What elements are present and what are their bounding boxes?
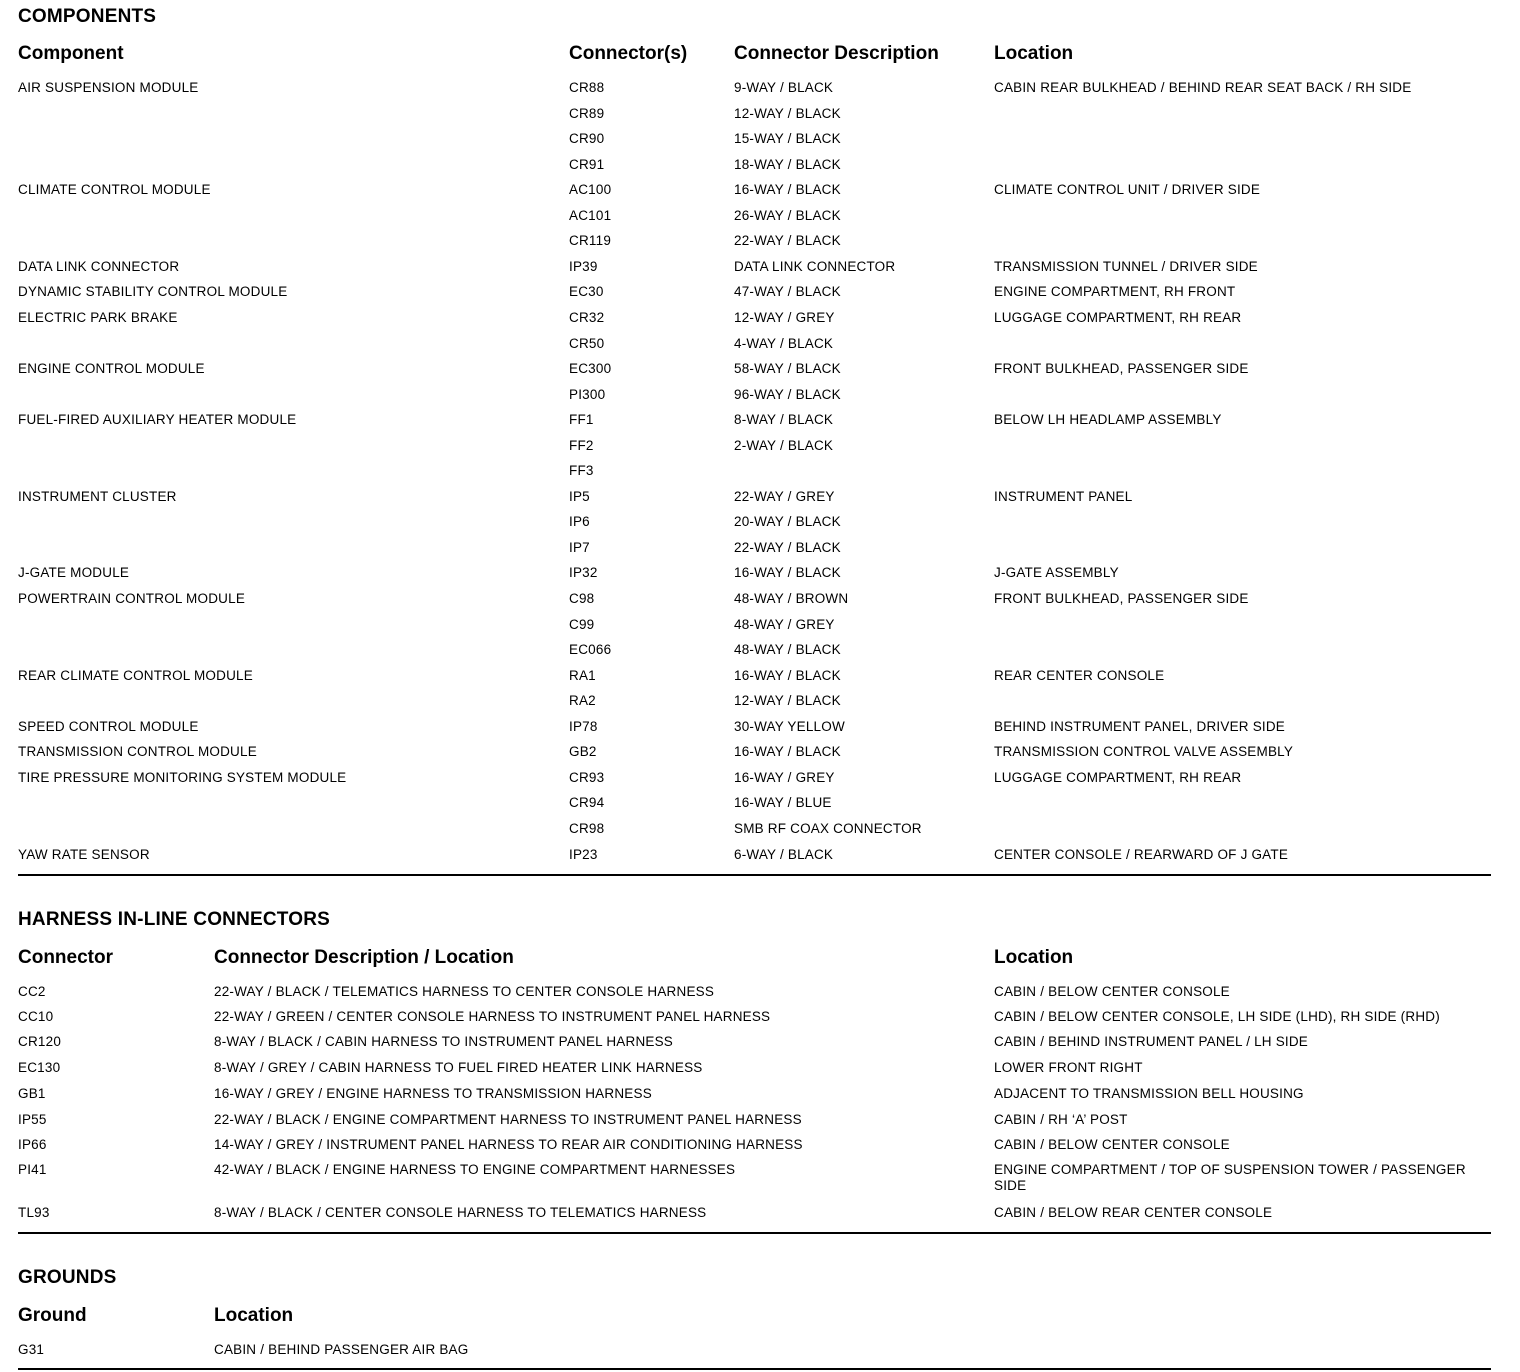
harness-cell-location: CABIN / BELOW CENTER CONSOLE bbox=[994, 984, 1230, 999]
components-cell-connector: CR93 bbox=[569, 770, 605, 785]
harness-cell-location: LOWER FRONT RIGHT bbox=[994, 1060, 1143, 1075]
components-cell-connector: CR119 bbox=[569, 233, 612, 248]
components-header-connectors: Connector(s) bbox=[569, 43, 688, 64]
grounds-cell-ground: G31 bbox=[18, 1342, 45, 1357]
components-cell-location: BEHIND INSTRUMENT PANEL, DRIVER SIDE bbox=[994, 719, 1285, 734]
harness-cell-connector: TL93 bbox=[18, 1205, 50, 1220]
harness-section-title: HARNESS IN-LINE CONNECTORS bbox=[18, 909, 331, 930]
components-cell-description: 16-WAY / BLUE bbox=[734, 795, 832, 810]
components-cell-description: 22-WAY / BLACK bbox=[734, 233, 841, 248]
components-cell-connector: FF1 bbox=[569, 412, 594, 427]
components-cell-description: 58-WAY / BLACK bbox=[734, 361, 841, 376]
components-cell-component: REAR CLIMATE CONTROL MODULE bbox=[18, 668, 253, 683]
components-cell-description: 16-WAY / BLACK bbox=[734, 565, 841, 580]
harness-cell-description: 16-WAY / GREY / ENGINE HARNESS TO TRANSMISSION HARNESS bbox=[214, 1086, 652, 1101]
harness-cell-connector: GB1 bbox=[18, 1086, 46, 1101]
components-cell-location: REAR CENTER CONSOLE bbox=[994, 668, 1165, 683]
harness-cell-connector: IP55 bbox=[18, 1112, 47, 1127]
harness-cell-description: 22-WAY / GREEN / CENTER CONSOLE HARNESS TO INSTRUMENT PANEL HARNESS bbox=[214, 1009, 771, 1024]
components-cell-component: FUEL-FIRED AUXILIARY HEATER MODULE bbox=[18, 412, 297, 427]
components-cell-description: 2-WAY / BLACK bbox=[734, 438, 834, 453]
components-cell-description: 96-WAY / BLACK bbox=[734, 387, 841, 402]
components-cell-connector: PI300 bbox=[569, 387, 606, 402]
harness-cell-location: CABIN / BELOW CENTER CONSOLE, LH SIDE (LHD), RH SIDE (RHD) bbox=[994, 1009, 1440, 1024]
components-cell-connector: EC066 bbox=[569, 642, 612, 657]
components-cell-connector: IP5 bbox=[569, 489, 590, 504]
components-cell-component: POWERTRAIN CONTROL MODULE bbox=[18, 591, 246, 606]
components-cell-description: 16-WAY / BLACK bbox=[734, 182, 841, 197]
components-cell-connector: FF3 bbox=[569, 463, 594, 478]
grounds-header-location: Location bbox=[214, 1305, 294, 1326]
components-cell-component: CLIMATE CONTROL MODULE bbox=[18, 182, 211, 197]
grounds-divider bbox=[18, 1368, 1491, 1370]
components-header-component: Component bbox=[18, 43, 124, 64]
components-cell-location: LUGGAGE COMPARTMENT, RH REAR bbox=[994, 770, 1242, 785]
components-cell-location: FRONT BULKHEAD, PASSENGER SIDE bbox=[994, 591, 1249, 606]
components-cell-connector: CR94 bbox=[569, 795, 605, 810]
components-cell-location: TRANSMISSION CONTROL VALVE ASSEMBLY bbox=[994, 744, 1294, 759]
components-cell-description: 48-WAY / BROWN bbox=[734, 591, 849, 606]
components-cell-description: 48-WAY / GREY bbox=[734, 617, 835, 632]
components-cell-description: 22-WAY / BLACK bbox=[734, 540, 841, 555]
components-cell-description: 16-WAY / BLACK bbox=[734, 668, 841, 683]
components-cell-description: SMB RF COAX CONNECTOR bbox=[734, 821, 922, 836]
components-cell-location: TRANSMISSION TUNNEL / DRIVER SIDE bbox=[994, 259, 1258, 274]
components-cell-component: ENGINE CONTROL MODULE bbox=[18, 361, 205, 376]
harness-cell-description: 8-WAY / GREY / CABIN HARNESS TO FUEL FIRED HEATER LINK HARNESS bbox=[214, 1060, 703, 1075]
harness-cell-location: ENGINE COMPARTMENT / TOP OF SUSPENSION TOWER / PASSENGER SIDE bbox=[994, 1162, 1466, 1193]
harness-cell-description: 8-WAY / BLACK / CABIN HARNESS TO INSTRUMENT PANEL HARNESS bbox=[214, 1034, 674, 1049]
harness-header-connector: Connector bbox=[18, 947, 113, 968]
harness-header-location: Location bbox=[994, 947, 1074, 968]
harness-cell-connector: CC2 bbox=[18, 984, 46, 999]
harness-cell-location: CABIN / BELOW CENTER CONSOLE bbox=[994, 1137, 1230, 1152]
harness-cell-connector: CC10 bbox=[18, 1009, 54, 1024]
components-cell-component: DYNAMIC STABILITY CONTROL MODULE bbox=[18, 284, 288, 299]
components-cell-connector: IP32 bbox=[569, 565, 598, 580]
harness-cell-connector: CR120 bbox=[18, 1034, 62, 1049]
components-cell-description: 8-WAY / BLACK bbox=[734, 412, 834, 427]
components-cell-connector: CR98 bbox=[569, 821, 605, 836]
components-cell-description: 6-WAY / BLACK bbox=[734, 847, 834, 862]
components-cell-location: ENGINE COMPARTMENT, RH FRONT bbox=[994, 284, 1236, 299]
components-cell-connector: RA1 bbox=[569, 668, 596, 683]
components-cell-location: CLIMATE CONTROL UNIT / DRIVER SIDE bbox=[994, 182, 1261, 197]
components-cell-connector: C98 bbox=[569, 591, 595, 606]
components-cell-description: 15-WAY / BLACK bbox=[734, 131, 841, 146]
components-header-description: Connector Description bbox=[734, 43, 939, 64]
components-cell-component: TIRE PRESSURE MONITORING SYSTEM MODULE bbox=[18, 770, 347, 785]
components-cell-component: SPEED CONTROL MODULE bbox=[18, 719, 199, 734]
components-cell-description: 12-WAY / GREY bbox=[734, 310, 835, 325]
harness-cell-location: CABIN / BELOW REAR CENTER CONSOLE bbox=[994, 1205, 1273, 1220]
grounds-cell-location: CABIN / BEHIND PASSENGER AIR BAG bbox=[214, 1342, 469, 1357]
components-cell-connector: AC101 bbox=[569, 208, 612, 223]
components-cell-description: 18-WAY / BLACK bbox=[734, 157, 841, 172]
harness-cell-connector: EC130 bbox=[18, 1060, 61, 1075]
components-cell-connector: CR50 bbox=[569, 336, 605, 351]
components-cell-component: ELECTRIC PARK BRAKE bbox=[18, 310, 178, 325]
components-cell-connector: FF2 bbox=[569, 438, 594, 453]
harness-cell-description: 14-WAY / GREY / INSTRUMENT PANEL HARNESS TO REAR AIR CONDITIONING HARNESS bbox=[214, 1137, 803, 1152]
components-cell-connector: CR90 bbox=[569, 131, 605, 146]
components-cell-connector: CR89 bbox=[569, 106, 605, 121]
components-cell-connector: CR88 bbox=[569, 80, 605, 95]
components-cell-component: INSTRUMENT CLUSTER bbox=[18, 489, 177, 504]
components-cell-connector: IP39 bbox=[569, 259, 598, 274]
components-cell-connector: AC100 bbox=[569, 182, 612, 197]
components-cell-connector: IP6 bbox=[569, 514, 590, 529]
harness-cell-description: 22-WAY / BLACK / TELEMATICS HARNESS TO CENTER CONSOLE HARNESS bbox=[214, 984, 715, 999]
harness-cell-description: 22-WAY / BLACK / ENGINE COMPARTMENT HARNESS TO INSTRUMENT PANEL HARNESS bbox=[214, 1112, 802, 1127]
harness-cell-location: ADJACENT TO TRANSMISSION BELL HOUSING bbox=[994, 1086, 1304, 1101]
components-cell-location: INSTRUMENT PANEL bbox=[994, 489, 1133, 504]
components-cell-connector: CR91 bbox=[569, 157, 605, 172]
harness-cell-connector: PI41 bbox=[18, 1162, 47, 1177]
harness-cell-description: 8-WAY / BLACK / CENTER CONSOLE HARNESS TO TELEMATICS HARNESS bbox=[214, 1205, 707, 1220]
harness-divider bbox=[18, 1232, 1491, 1234]
components-cell-connector: GB2 bbox=[569, 744, 597, 759]
components-cell-description: 12-WAY / BLACK bbox=[734, 106, 841, 121]
components-cell-component: AIR SUSPENSION MODULE bbox=[18, 80, 199, 95]
components-cell-connector: IP23 bbox=[569, 847, 598, 862]
components-cell-description: DATA LINK CONNECTOR bbox=[734, 259, 896, 274]
components-cell-component: YAW RATE SENSOR bbox=[18, 847, 150, 862]
components-cell-location: FRONT BULKHEAD, PASSENGER SIDE bbox=[994, 361, 1249, 376]
components-header-location: Location bbox=[994, 43, 1074, 64]
components-section-title: COMPONENTS bbox=[18, 6, 157, 27]
components-cell-description: 26-WAY / BLACK bbox=[734, 208, 841, 223]
components-cell-location: J-GATE ASSEMBLY bbox=[994, 565, 1119, 580]
components-cell-connector: RA2 bbox=[569, 693, 596, 708]
components-cell-description: 16-WAY / BLACK bbox=[734, 744, 841, 759]
components-cell-description: 9-WAY / BLACK bbox=[734, 80, 834, 95]
components-cell-description: 16-WAY / GREY bbox=[734, 770, 835, 785]
components-cell-connector: IP78 bbox=[569, 719, 598, 734]
components-cell-location: LUGGAGE COMPARTMENT, RH REAR bbox=[994, 310, 1242, 325]
components-cell-component: DATA LINK CONNECTOR bbox=[18, 259, 180, 274]
components-cell-connector: IP7 bbox=[569, 540, 590, 555]
grounds-section-title: GROUNDS bbox=[18, 1267, 117, 1288]
harness-cell-description: 42-WAY / BLACK / ENGINE HARNESS TO ENGINE COMPARTMENT HARNESSES bbox=[214, 1162, 736, 1177]
components-cell-connector: EC30 bbox=[569, 284, 604, 299]
components-cell-location: CENTER CONSOLE / REARWARD OF J GATE bbox=[994, 847, 1289, 862]
grounds-header-ground: Ground bbox=[18, 1305, 87, 1326]
harness-cell-connector: IP66 bbox=[18, 1137, 47, 1152]
components-cell-description: 12-WAY / BLACK bbox=[734, 693, 841, 708]
components-cell-description: 48-WAY / BLACK bbox=[734, 642, 841, 657]
components-cell-description: 47-WAY / BLACK bbox=[734, 284, 841, 299]
components-cell-location: BELOW LH HEADLAMP ASSEMBLY bbox=[994, 412, 1222, 427]
harness-cell-location: CABIN / BEHIND INSTRUMENT PANEL / LH SIDE bbox=[994, 1034, 1309, 1049]
components-cell-location: CABIN REAR BULKHEAD / BEHIND REAR SEAT BACK / RH SIDE bbox=[994, 80, 1412, 95]
components-cell-component: TRANSMISSION CONTROL MODULE bbox=[18, 744, 257, 759]
components-cell-connector: CR32 bbox=[569, 310, 605, 325]
components-cell-connector: C99 bbox=[569, 617, 595, 632]
components-cell-connector: EC300 bbox=[569, 361, 612, 376]
components-cell-description: 20-WAY / BLACK bbox=[734, 514, 841, 529]
components-cell-description: 22-WAY / GREY bbox=[734, 489, 835, 504]
components-divider bbox=[18, 874, 1491, 876]
harness-header-description: Connector Description / Location bbox=[214, 947, 514, 968]
components-cell-description: 4-WAY / BLACK bbox=[734, 336, 834, 351]
components-cell-description: 30-WAY YELLOW bbox=[734, 719, 845, 734]
harness-cell-location: CABIN / RH ‘A’ POST bbox=[994, 1112, 1128, 1127]
components-cell-component: J-GATE MODULE bbox=[18, 565, 130, 580]
